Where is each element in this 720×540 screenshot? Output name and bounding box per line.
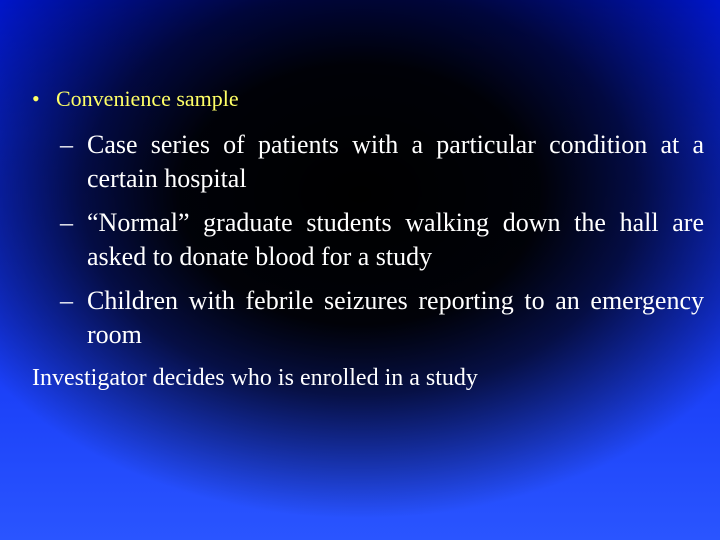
sub-item-children-seizures — [32, 284, 704, 352]
dash-icon: – — [60, 130, 73, 159]
bullet-dot-icon: • — [32, 86, 40, 111]
sub-item-text: Case series of patients with a particular condition at a certain hospital — [87, 130, 704, 193]
sub-item-text: “Normal” graduate students walking down the hall are asked to donate blood for a study — [87, 208, 704, 271]
sub-item-text: Children with febrile seizures reporting to an emergency room — [87, 286, 704, 349]
dash-icon: – — [60, 286, 73, 315]
bullet-convenience-sample — [32, 86, 704, 112]
dash-icon: – — [60, 208, 73, 237]
sub-item-graduate-students — [32, 206, 704, 274]
bullet-label: Convenience sample — [56, 86, 239, 111]
sub-item-case-series — [32, 128, 704, 196]
slide-content — [32, 86, 704, 394]
footer-statement: Investigator decides who is enrolled in a study — [32, 365, 478, 391]
